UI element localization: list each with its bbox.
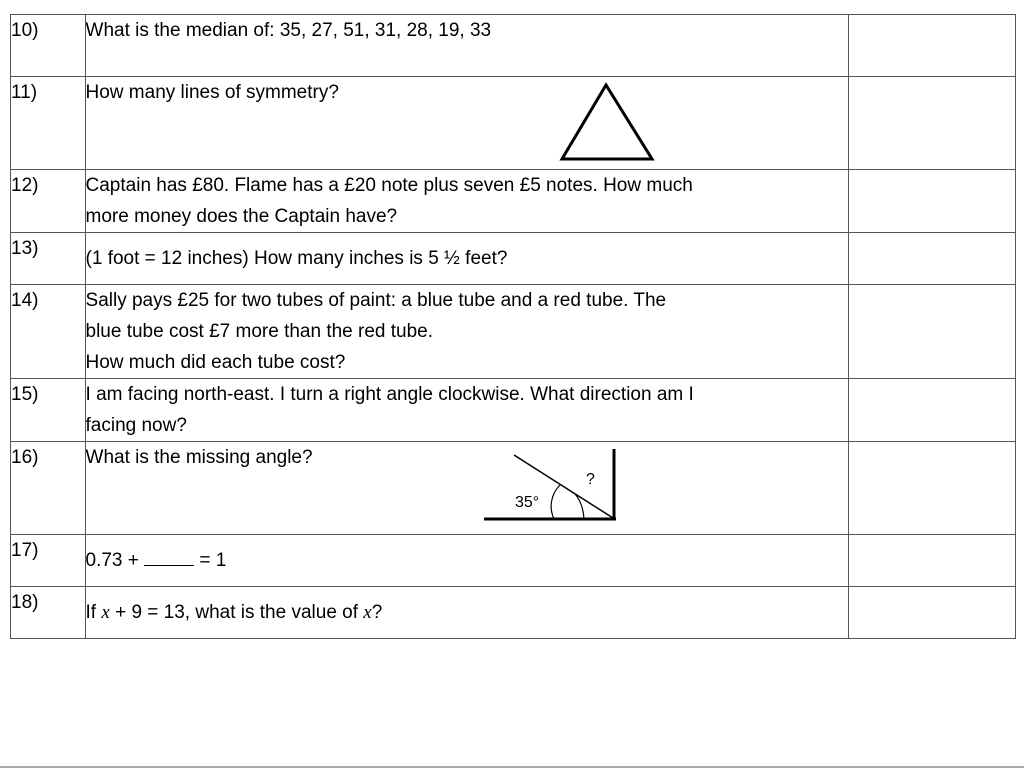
question-line: more money does the Captain have?: [85, 206, 398, 227]
question-text: [85, 285, 848, 379]
question-text: [85, 15, 848, 77]
expression-start: 0.73 +: [85, 550, 145, 571]
variable-x: x: [363, 602, 372, 623]
answer-blank: [144, 547, 194, 566]
variable-x: x: [101, 602, 110, 623]
triangle-figure: [558, 82, 658, 164]
question-line: How much did each tube cost?: [85, 352, 346, 373]
question-row: [11, 535, 1016, 587]
question-row: [11, 587, 1016, 639]
text-part: ?: [371, 602, 383, 623]
question-number: 17): [11, 535, 86, 587]
question-line: I am facing north-east. I turn a right angle clockwise. What direction am I: [85, 384, 694, 405]
question-text: [85, 77, 848, 170]
question-number: 15): [11, 379, 86, 442]
question-number: 12): [11, 170, 86, 233]
question-text: [85, 535, 848, 587]
question-line: How many lines of symmetry?: [85, 82, 339, 103]
answer-cell: [848, 15, 1015, 77]
question-line: [86, 545, 848, 576]
question-line: facing now?: [85, 415, 187, 436]
answer-cell: [848, 170, 1015, 233]
angle-label: 35°: [514, 494, 539, 511]
question-row: [11, 77, 1016, 170]
angle-figure: [482, 447, 627, 527]
question-text: [85, 379, 848, 442]
question-number: 13): [11, 233, 86, 285]
question-row: [11, 233, 1016, 285]
answer-cell: [848, 379, 1015, 442]
question-number: 18): [11, 587, 86, 639]
question-number: 11): [11, 77, 86, 170]
answer-cell: [848, 233, 1015, 285]
question-text: [85, 233, 848, 285]
question-line: (1 foot = 12 inches) How many inches is 5 ½ feet?: [85, 248, 508, 269]
question-row: [11, 442, 1016, 535]
question-number: 10): [11, 15, 86, 77]
question-text: [85, 442, 848, 535]
angle-arc: [551, 485, 560, 519]
question-row: [11, 15, 1016, 77]
answer-cell: [848, 442, 1015, 535]
text-part: If: [85, 602, 102, 623]
question-row: [11, 285, 1016, 379]
answer-cell: [848, 535, 1015, 587]
question-number: 14): [11, 285, 86, 379]
answer-cell: [848, 587, 1015, 639]
question-line: Captain has £80. Flame has a £20 note plus seven £5 notes. How much: [85, 175, 693, 196]
question-line: blue tube cost £7 more than the red tube.: [85, 321, 434, 342]
question-text: [85, 587, 848, 639]
text-part: + 9 = 13, what is the value of: [109, 602, 364, 623]
question-line: What is the median of: 35, 27, 51, 31, 28, 19, 33: [85, 20, 492, 41]
question-number: 16): [11, 442, 86, 535]
answer-cell: [848, 285, 1015, 379]
question-row: [11, 379, 1016, 442]
expression-end: = 1: [194, 550, 227, 571]
question-line: [86, 597, 848, 628]
question-line: Sally pays £25 for two tubes of paint: a blue tube and a red tube. The: [85, 290, 667, 311]
missing-angle-arc: [575, 494, 584, 519]
question-row: [11, 170, 1016, 233]
question-line: What is the missing angle?: [85, 447, 313, 468]
missing-angle-label: ?: [585, 471, 595, 488]
questions-table: [10, 14, 1016, 639]
equilateral-triangle-shape: [562, 85, 652, 159]
answer-cell: [848, 77, 1015, 170]
question-text: [85, 170, 848, 233]
